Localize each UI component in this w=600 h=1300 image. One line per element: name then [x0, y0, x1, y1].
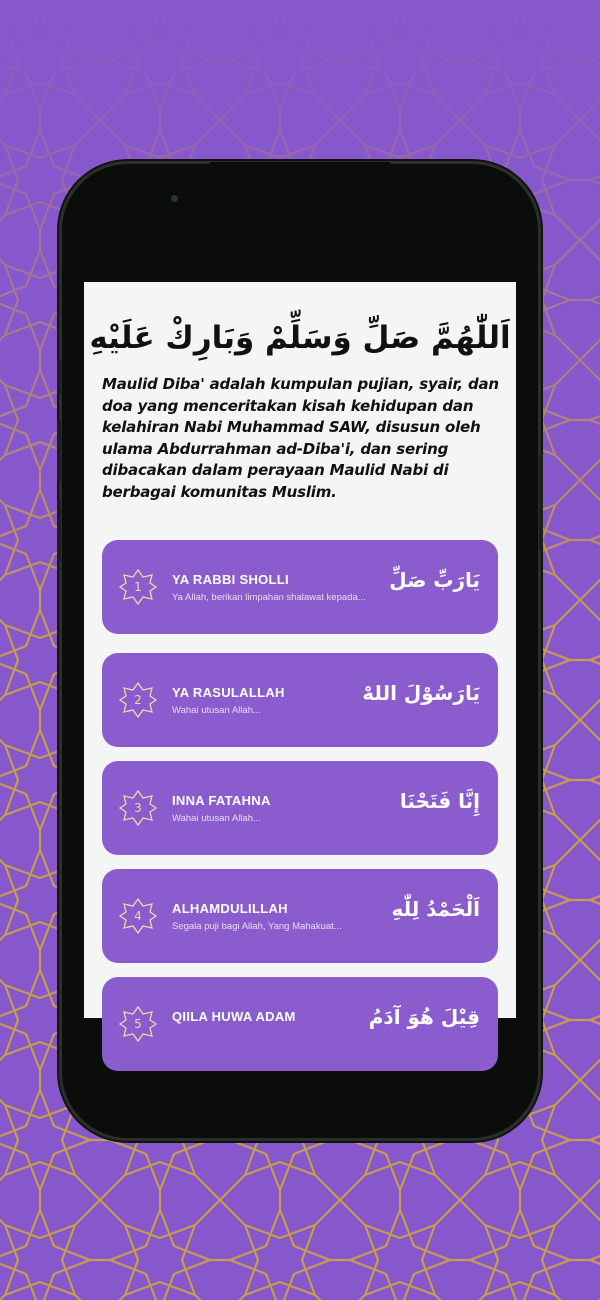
- chapter-title: YA RASULALLAH: [172, 685, 285, 700]
- chapter-card-3[interactable]: [102, 761, 498, 855]
- star-ornament-icon: [119, 897, 157, 935]
- phone-mute-switch: [57, 360, 61, 394]
- phone-notch: [210, 162, 390, 220]
- chapter-number: 3: [134, 801, 142, 815]
- chapter-title: YA RABBI SHOLLI: [172, 572, 289, 587]
- star-ornament-icon: [119, 681, 157, 719]
- chapter-subtitle: Segala puji bagi Allah, Yang Mahakuat...: [172, 921, 342, 932]
- chapter-number: 1: [134, 580, 142, 594]
- chapter-subtitle: Ya Allah, berikan limpahan shalawat kepada...: [172, 592, 366, 603]
- chapter-title: INNA FATAHNA: [172, 793, 271, 808]
- chapter-arabic-title: يَارَسُوْلَ اللهْ: [362, 681, 480, 705]
- chapter-card-4[interactable]: [102, 869, 498, 963]
- phone-volume-down: [57, 500, 61, 562]
- chapter-card-2[interactable]: [102, 653, 498, 747]
- chapter-title: ALHAMDULILLAH: [172, 901, 288, 916]
- chapter-title: QIILA HUWA ADAM: [172, 1009, 296, 1024]
- chapter-number: 5: [134, 1017, 142, 1031]
- front-camera: [171, 195, 178, 202]
- salawat-heading: اَللّٰهُمَّ صَلِّ وَسَلِّمْ وَبَارِكْ عَلَيْهِ: [89, 320, 511, 356]
- phone-power-button: [539, 454, 543, 550]
- chapter-card-5[interactable]: [102, 977, 498, 1071]
- app-screen: [84, 282, 516, 1031]
- chapter-arabic-title: يَارَبِّ صَلِّ: [389, 568, 480, 592]
- star-ornament-icon: [119, 568, 157, 606]
- chapter-subtitle: Wahai utusan Allah...: [172, 705, 261, 716]
- chapter-subtitle: Wahai utusan Allah...: [172, 813, 261, 824]
- intro-paragraph: Maulid Diba' adalah kumpulan pujian, syair, dan doa yang menceritakan kisah kehidupan dan kelahiran Nabi Muhammad SAW, disusun oleh ulama Abdurrahman ad-Diba'i, dan sering dibacakan dalam perayaan Maulid Nabi di berbagai komunitas Muslim.: [102, 375, 499, 501]
- star-ornament-icon: [119, 1005, 157, 1043]
- phone-volume-up: [57, 420, 61, 482]
- chapter-arabic-title: قِيْلَ هُوَ آدَمُ: [368, 1005, 480, 1029]
- chapter-arabic-title: اَلْحَمْدُ لِلّٰهِ: [391, 897, 480, 921]
- chapter-number: 4: [134, 909, 142, 923]
- star-ornament-icon: [119, 789, 157, 827]
- chapter-arabic-title: إِنَّا فَتَحْنَا: [399, 789, 480, 813]
- chapter-card-1[interactable]: [102, 540, 498, 634]
- chapter-number: 2: [134, 693, 142, 707]
